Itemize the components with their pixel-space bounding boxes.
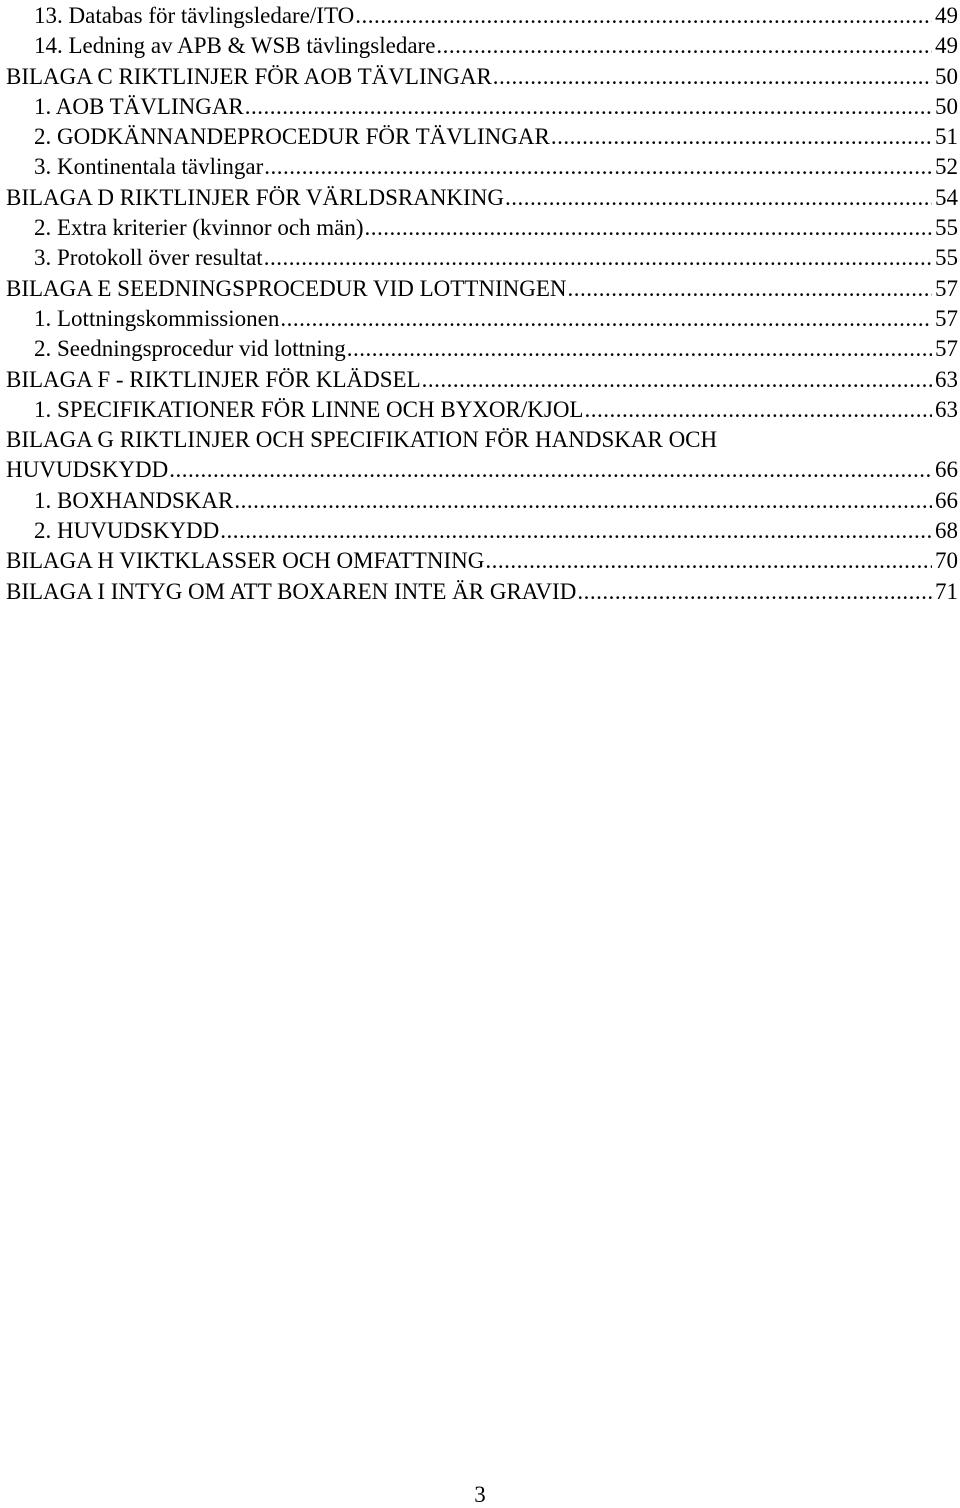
- toc-entry-page: 49: [935, 33, 958, 59]
- dot-leader: [436, 31, 932, 61]
- toc-entry[interactable]: [6, 92, 958, 122]
- dot-leader: [234, 486, 932, 516]
- dot-leader: [505, 183, 932, 213]
- page-number: 3: [474, 1482, 486, 1507]
- toc-entry-title: 13. Databas för tävlingsledare/ITO: [34, 3, 355, 28]
- toc-entry-page: 50: [935, 93, 958, 119]
- dot-leader: [280, 304, 932, 334]
- toc-entry-title: BILAGA I INTYG OM ATT BOXAREN INTE ÄR GRAVID: [6, 578, 577, 604]
- dot-leader: [577, 577, 932, 607]
- dot-leader: [245, 92, 932, 122]
- dot-leader: [493, 62, 932, 92]
- toc-entry-page: 57: [935, 275, 958, 301]
- dot-leader: [365, 213, 932, 243]
- toc-entry-title: 3. Protokoll över resultat: [34, 245, 263, 271]
- toc-entry-page: 68: [935, 518, 958, 544]
- toc-entry-title: 14. Ledning av APB & WSB tävlingsledare: [34, 33, 436, 59]
- toc-entry[interactable]: [6, 122, 958, 152]
- toc-entry[interactable]: [6, 274, 958, 304]
- toc-entry[interactable]: [6, 1, 958, 31]
- dot-leader: [220, 516, 932, 546]
- dot-leader: [264, 152, 932, 182]
- toc-entry[interactable]: [6, 486, 958, 516]
- toc-entry-page: 57: [935, 336, 958, 362]
- toc-entry-page: 63: [935, 396, 958, 422]
- toc-entry[interactable]: [6, 395, 958, 425]
- toc-entry[interactable]: [6, 31, 958, 61]
- toc-entry[interactable]: [6, 152, 958, 182]
- toc-entry-title: 1. Lottningskommissionen: [34, 305, 280, 331]
- toc-entry-title-line2: HUVUDSKYDD: [6, 457, 169, 483]
- dot-leader: [355, 1, 932, 31]
- toc-entry[interactable]: [6, 243, 958, 273]
- toc-entry-title: BILAGA F - RIKTLINJER FÖR KLÄDSEL: [6, 366, 421, 392]
- toc-entry[interactable]: [6, 365, 958, 395]
- toc-entry[interactable]: [6, 577, 958, 607]
- toc-entry-page: 50: [935, 63, 958, 89]
- toc-entry-page: 66: [935, 487, 958, 513]
- toc-entry-page: 52: [935, 154, 958, 180]
- dot-leader: [568, 274, 932, 304]
- toc-entry-title: 1. SPECIFIKATIONER FÖR LINNE OCH BYXOR/KJOL: [34, 396, 584, 422]
- toc-entry[interactable]: [6, 546, 958, 576]
- toc-entry-title: BILAGA C RIKTLINJER FÖR AOB TÄVLINGAR: [6, 63, 492, 89]
- toc-entry-page: 54: [935, 184, 958, 210]
- toc-entry-title: BILAGA E SEEDNINGSPROCEDUR VID LOTTNINGEN: [6, 275, 567, 301]
- toc-entry-title: 2. GODKÄNNANDEPROCEDUR FÖR TÄVLINGAR: [34, 124, 550, 150]
- toc-entry[interactable]: [6, 183, 958, 213]
- toc-entry[interactable]: [6, 334, 958, 364]
- toc-entry-page: 57: [935, 305, 958, 331]
- toc-entry-title: BILAGA D RIKTLINJER FÖR VÄRLDSRANKING: [6, 184, 504, 210]
- toc-entry[interactable]: [6, 213, 958, 243]
- toc-entry-page: 51: [935, 124, 958, 150]
- toc-entry-page: 55: [935, 245, 958, 271]
- toc-entry[interactable]: [6, 304, 958, 334]
- toc-entry-page: 66: [935, 457, 958, 483]
- toc-entry-title: 2. HUVUDSKYDD: [34, 518, 220, 544]
- toc-entry-title-line1: BILAGA G RIKTLINJER OCH SPECIFIKATION FÖR HANDSKAR OCH: [6, 427, 718, 453]
- toc-entry-title: 2. Seedningsprocedur vid lottning: [34, 336, 346, 362]
- toc-entry-title: BILAGA H VIKTKLASSER OCH OMFATTNING: [6, 548, 485, 574]
- dot-leader: [264, 243, 932, 273]
- table-of-contents: [6, 1, 958, 607]
- dot-leader: [485, 546, 932, 576]
- toc-entry[interactable]: [6, 516, 958, 546]
- toc-entry-title: 1. BOXHANDSKAR: [34, 487, 234, 513]
- dot-leader: [551, 122, 932, 152]
- dot-leader: [347, 334, 932, 364]
- toc-entry-page: 71: [935, 578, 958, 604]
- toc-entry-title: 1. AOB TÄVLINGAR: [34, 93, 244, 119]
- toc-entry-page: 63: [935, 366, 958, 392]
- dot-leader: [169, 455, 932, 485]
- dot-leader: [584, 395, 932, 425]
- dot-leader: [422, 365, 932, 395]
- toc-entry-page: 55: [935, 215, 958, 241]
- toc-entry-title: 3. Kontinentala tävlingar: [34, 154, 264, 180]
- toc-entry-page: 49: [935, 3, 958, 28]
- toc-entry-page: 70: [935, 548, 958, 574]
- toc-entry-title: 2. Extra kriterier (kvinnor och män): [34, 215, 364, 241]
- toc-entry-wrapped[interactable]: [6, 425, 958, 486]
- toc-entry[interactable]: [6, 62, 958, 92]
